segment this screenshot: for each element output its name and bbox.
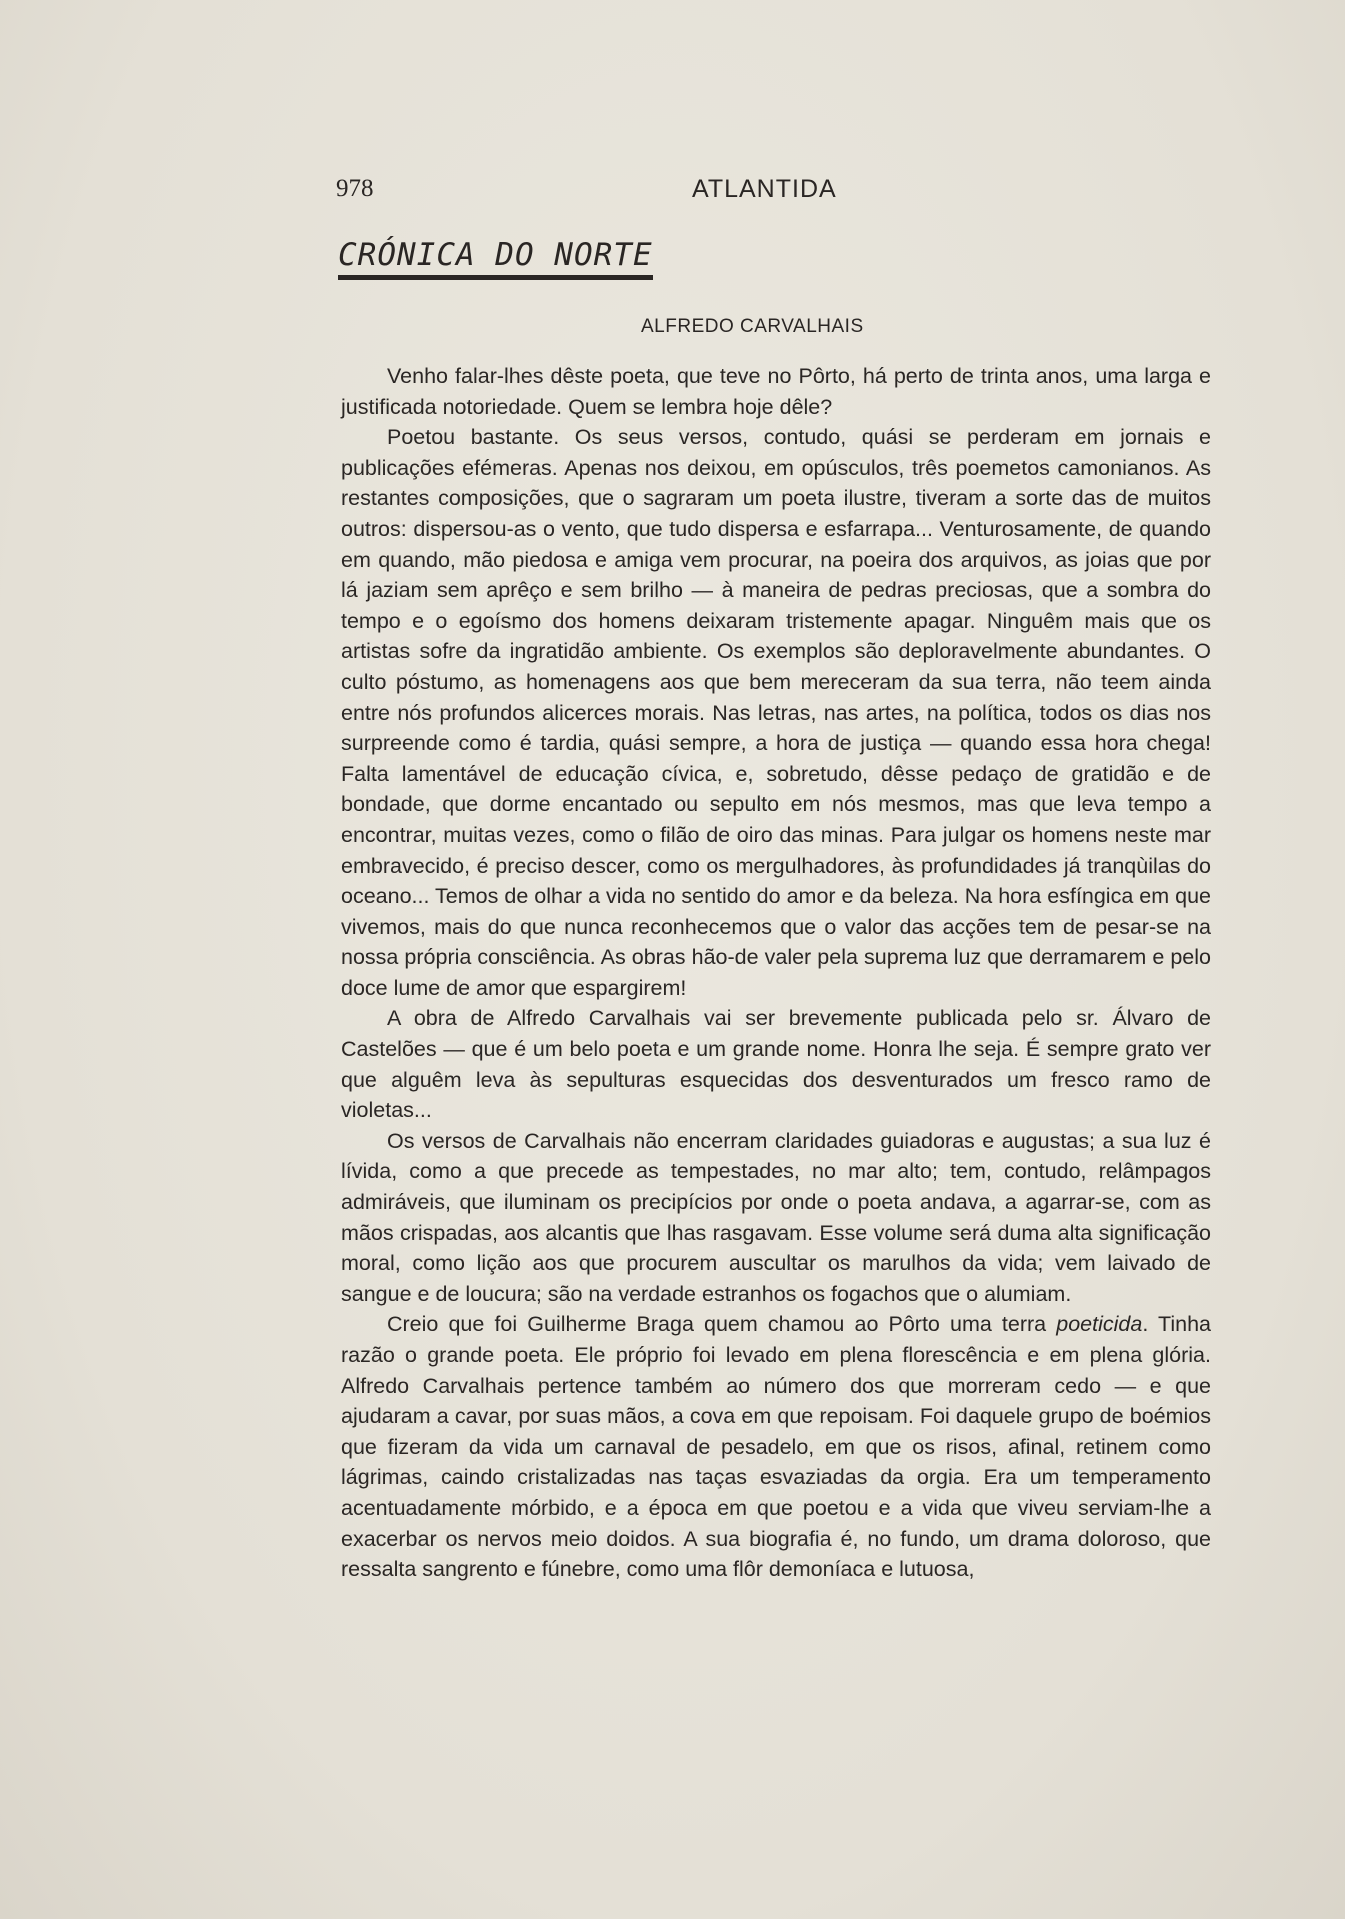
paragraph-5	[341, 1309, 1211, 1584]
paragraph-2: Poetou bastante. Os seus versos, contudo, quási se perderam em jornais e publicações efémeras. Apenas nos deixou, em opúsculos, três poemetos camonianos. As restantes composições, que o sagraram um poeta ilustre, tiveram a sorte das de muitos outros: dispersou-as o vento, que tudo dispersa e esfarrapa... Venturosamente, de quando em quando, mão piedosa e amiga vem procurar, na poeira dos arquivos, as joias que por lá jaziam sem aprêço e sem brilho — à maneira de pedras preciosas, que a sombra do tempo e o egoísmo dos homens deixaram tristemente apagar. Ninguêm mais que os artistas sofre da ingratidão ambiente. Os exemplos são deploravelmente abundantes. O culto póstumo, as homenagens aos que bem mereceram da sua terra, não teem ainda entre nós profundos alicerces morais. Nas letras, nas artes, na política, todos os dias nos surpreende como é tardia, quási sempre, a hora de justiça — quando essa hora chega! Falta lamentável de educação cívica, e, sobretudo, dêsse pedaço de gratidão e de bondade, que dorme encantado ou sepulto em nós mesmos, mas que leva tempo a encontrar, muitas vezes, como o filão de oiro das minas. Para julgar os homens neste mar embravecido, é preciso descer, como os mergulhadores, às profundidades já tranqùilas do oceano... Temos de olhar a vida no sentido do amor e da beleza. Na hora esfíngica em que vivemos, mais do que nunca reconhecemos que o valor das acções tem de pesar-se na nossa própria consciência. As obras hão-de valer pela suprema luz que derramarem e pelo doce lume de amor que espargirem!	[341, 425, 1211, 1000]
emphasis-poeticida: poeticida	[1056, 1312, 1143, 1337]
paragraph-1: Venho falar-lhes dêste poeta, que teve no Pôrto, há perto de trinta anos, uma larga e justificada notoriedade. Quem se lembra hoje dêle?	[341, 364, 1211, 419]
paragraph-5-text-after: . Tinha razão o grande poeta. Ele próprio foi levado em plena florescência e em plena glória. Alfredo Carvalhais pertence também ao número dos que morreram cedo — e que ajudaram a cavar, por suas mãos, a cova em que repoisam. Foi daquele grupo de boémios que fizeram da vida um carnaval de pesadelo, em que os risos, afinal, retinem como lágrimas, caindo cristalizadas nas taças esvaziadas da orgia. Era um temperamento acentuadamente mórbido, e a época em que poetou e a vida que viveu serviam-lhe a exacerbar os nervos meio doidos. A sua biografia é, no fundo, um drama doloroso, que ressalta sangrento e fúnebre, como uma flôr demoníaca e lutuosa,	[341, 1312, 1211, 1582]
page-number: 978	[336, 175, 374, 202]
paragraph-4: Os versos de Carvalhais não encerram claridades guiadoras e augustas; a sua luz é lívida, como a que precede as tempestades, no mar alto; tem, contudo, relâmpagos admiráveis, que iluminam os precipícios por onde o poeta andava, a agarrar-se, com as mãos crispadas, aos alcantis que lhas rasgavam. Esse volume será duma alta significação moral, como lição aos que procurem auscultar os marulhos da vida; vem laivado de sangue e de loucura; são na verdade estranhos os fogachos que o alumiam.	[341, 1128, 1211, 1306]
paragraph-3: A obra de Alfredo Carvalhais vai ser brevemente publicada pelo sr. Álvaro de Castelões — que é um belo poeta e um grande nome. Honra lhe seja. É sempre grato ver que alguêm leva às sepulturas esquecidas dos desventurados um fresco ramo de violetas...	[341, 1006, 1211, 1123]
page-header	[336, 175, 1218, 211]
running-title: ATLANTIDA	[692, 175, 837, 203]
paragraph-5-text-before: Creio que foi Guilherme Braga quem chamou ao Pôrto uma terra	[387, 1312, 1057, 1337]
section-title: CRÓNICA DO NORTE	[338, 236, 653, 280]
article-body	[341, 361, 1211, 1585]
article-subtitle: ALFREDO CARVALHAIS	[641, 316, 864, 337]
